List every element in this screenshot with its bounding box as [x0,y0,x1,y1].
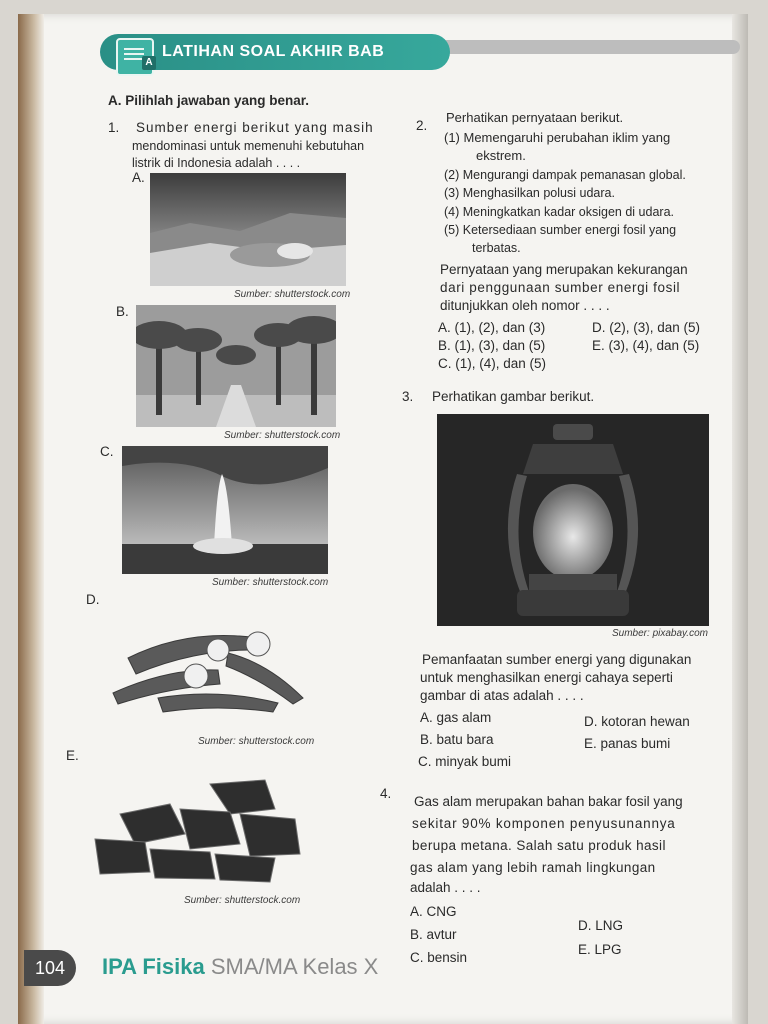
q3-choice-c: C. minyak bumi [418,754,512,769]
q4-question-4: gas alam yang lebih ramah lingkungan [410,860,656,875]
q4-question-1: Gas alam merupakan bahan bakar fosil yang [414,794,683,809]
q1-option-c-caption: Sumber: shutterstock.com [212,577,329,588]
header-rule [440,40,740,54]
q4-question-5: adalah . . . . [410,880,481,895]
q2-item-4: (4) Meningkatkan kadar oksigen di udara. [444,205,674,219]
q3-number: 3. [402,389,414,404]
q2-number: 2. [416,118,428,133]
book-spine [18,14,44,1024]
q2-item-1: (1) Memengaruhi perubahan iklim yang [444,130,671,145]
q2-choice-c: C. (1), (4), dan (5) [438,356,547,371]
q1-option-b-label: B. [116,304,129,319]
q1-option-a-label: A. [132,170,145,185]
q4-question-2: sekitar 90% komponen penyusunannya [412,816,676,831]
q4-choice-a: A. CNG [410,904,457,919]
cassava-photo [108,608,308,718]
q1-option-b-caption: Sumber: shutterstock.com [224,430,341,441]
q3-choice-b: B. batu bara [420,732,494,747]
page-number: 104 [24,950,76,986]
desert-rock-photo [150,173,346,286]
lantern-photo [437,414,709,626]
q3-question-3: gambar di atas adalah . . . . [420,688,584,703]
q1-option-e-label: E. [66,748,79,763]
q3-question-1: Pemanfaatan sumber energi yang digunakan [422,652,692,667]
q2-question-2: dari penggunaan sumber energi fosil [440,280,681,295]
q2-choice-a: A. (1), (2), dan (3) [438,320,546,335]
q2-choice-b: B. (1), (3), dan (5) [438,338,546,353]
q2-question-3: ditunjukkan oleh nomor . . . . [440,298,610,313]
section-instruction: A. Pilihlah jawaban yang benar. [108,93,310,108]
coal-photo [90,774,304,884]
q2-choice-d: D. (2), (3), dan (5) [592,320,701,335]
q3-choice-d: D. kotoran hewan [584,714,690,729]
q2-question-1: Pernyataan yang merupakan kekurangan [440,262,688,277]
book-subject: IPA Fisika [102,954,205,979]
q1-number: 1. [108,120,120,135]
q3-caption: Sumber: pixabay.com [612,628,708,639]
q2-item-1b: ekstrem. [476,148,526,163]
q4-choice-d: D. LNG [578,918,624,933]
q2-choice-e: E. (3), (4), dan (5) [592,338,700,353]
q1-option-a-caption: Sumber: shutterstock.com [234,289,351,300]
q1-option-c-label: C. [100,444,114,459]
q3-choice-a: A. gas alam [420,710,492,725]
q4-question-3: berupa metana. Salah satu produk hasil [412,838,666,853]
q4-number: 4. [380,786,392,801]
q2-item-3: (3) Menghasilkan polusi udara. [444,186,615,200]
q4-choice-b: B. avtur [410,927,457,942]
q2-item-5b: terbatas. [472,241,521,255]
icon-letter: A [142,56,156,70]
page-edge [732,14,748,1024]
q1-line-3: listrik di Indonesia adalah . . . . [132,156,301,170]
q3-question-2: untuk menghasilkan energi cahaya seperti [420,670,673,685]
book-title [102,954,378,980]
q3-choice-e: E. panas bumi [584,736,671,751]
header-title: LATIHAN SOAL AKHIR BAB [162,43,385,60]
q1-option-d-caption: Sumber: shutterstock.com [198,736,315,747]
q4-choice-e: E. LPG [578,942,622,957]
palm-trees-photo [136,305,336,427]
q1-line-1: Sumber energi berikut yang masih [136,120,374,135]
book-level: SMA/MA Kelas X [204,954,379,979]
q2-item-2: (2) Mengurangi dampak pemanasan global. [444,168,686,182]
q2-intro: Perhatikan pernyataan berikut. [446,110,624,125]
q1-line-2: mendominasi untuk memenuhi kebutuhan [132,139,365,153]
q1-option-e-caption: Sumber: shutterstock.com [184,895,301,906]
q1-option-d-label: D. [86,592,100,607]
q2-item-5: (5) Ketersediaan sumber energi fosil yang [444,223,677,237]
geyser-photo [122,446,328,574]
q4-choice-c: C. bensin [410,950,468,965]
q3-intro: Perhatikan gambar berikut. [432,389,595,404]
